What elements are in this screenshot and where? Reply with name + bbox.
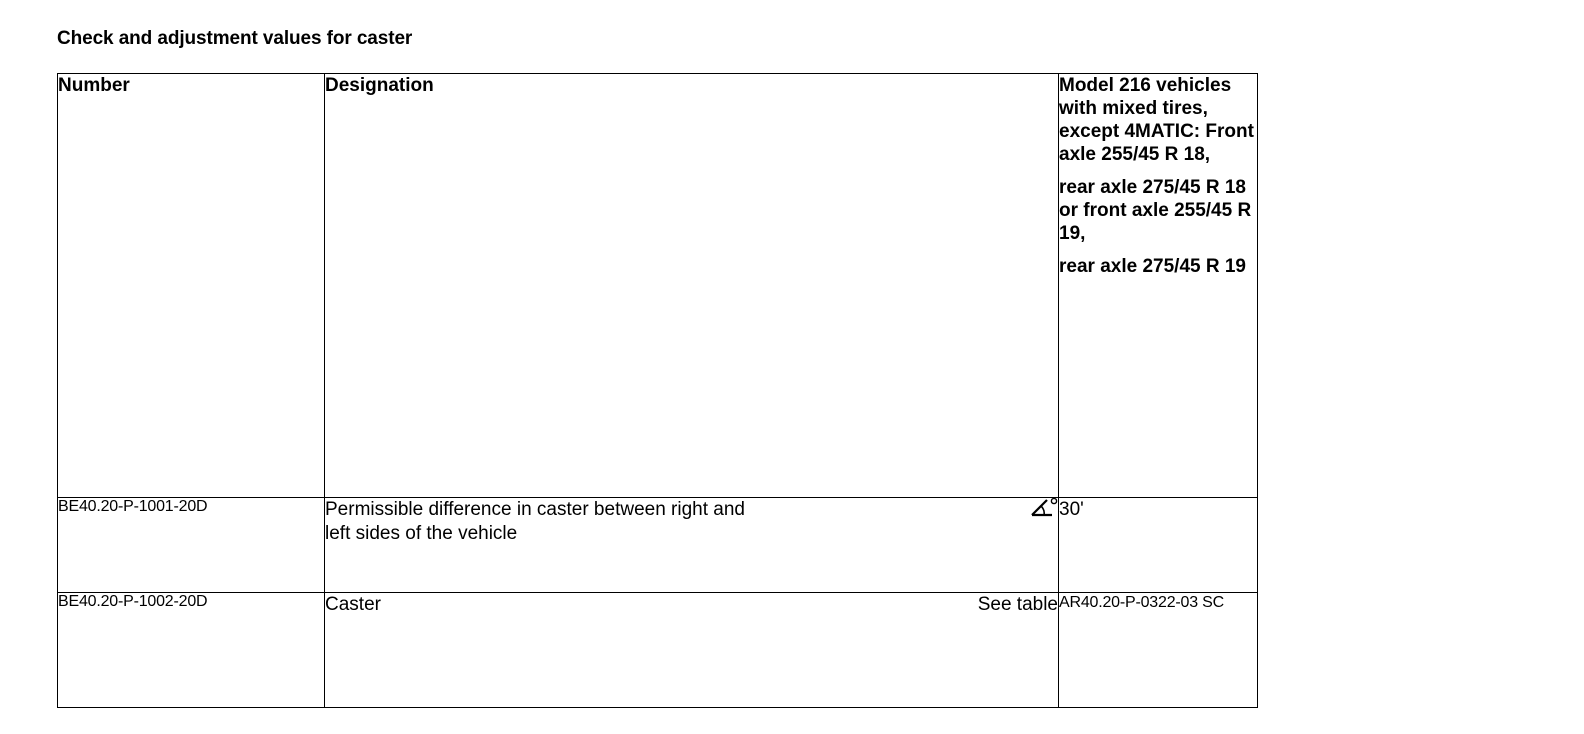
row-designation-cell bbox=[325, 498, 1059, 593]
caster-values-table bbox=[57, 73, 1258, 708]
header-model bbox=[1059, 74, 1258, 498]
angle-degree-icon bbox=[1030, 496, 1058, 518]
table-header-row bbox=[58, 74, 1258, 498]
document-title: Check and adjustment values for caster bbox=[57, 28, 413, 49]
header-designation bbox=[325, 74, 1059, 498]
table-row bbox=[58, 498, 1258, 593]
row-value: 30' bbox=[1059, 498, 1258, 593]
header-model-paragraph: Model 216 vehicles with mixed tires, except 4MATIC: Front axle 255/45 R 18, bbox=[1059, 75, 1254, 165]
header-number-label: Number bbox=[58, 75, 130, 96]
header-model-paragraph: rear axle 275/45 R 18 or front axle 255/45 R 19, bbox=[1059, 177, 1252, 244]
table-row bbox=[58, 593, 1258, 708]
row-reference[interactable]: AR40.20-P-0322-03 SC bbox=[1059, 593, 1258, 708]
row-designation-cell bbox=[325, 593, 1059, 708]
header-number bbox=[58, 74, 325, 498]
row-number: BE40.20-P-1001-20D bbox=[58, 498, 325, 593]
row-unit-text: See table bbox=[977, 594, 1058, 615]
header-designation-label: Designation bbox=[325, 75, 434, 96]
header-model-paragraph: rear axle 275/45 R 19 bbox=[1059, 256, 1246, 277]
row-designation: Caster bbox=[325, 594, 381, 615]
row-number: BE40.20-P-1002-20D bbox=[58, 593, 325, 708]
row-designation: Permissible difference in caster between right and left sides of the vehicle bbox=[325, 499, 745, 544]
